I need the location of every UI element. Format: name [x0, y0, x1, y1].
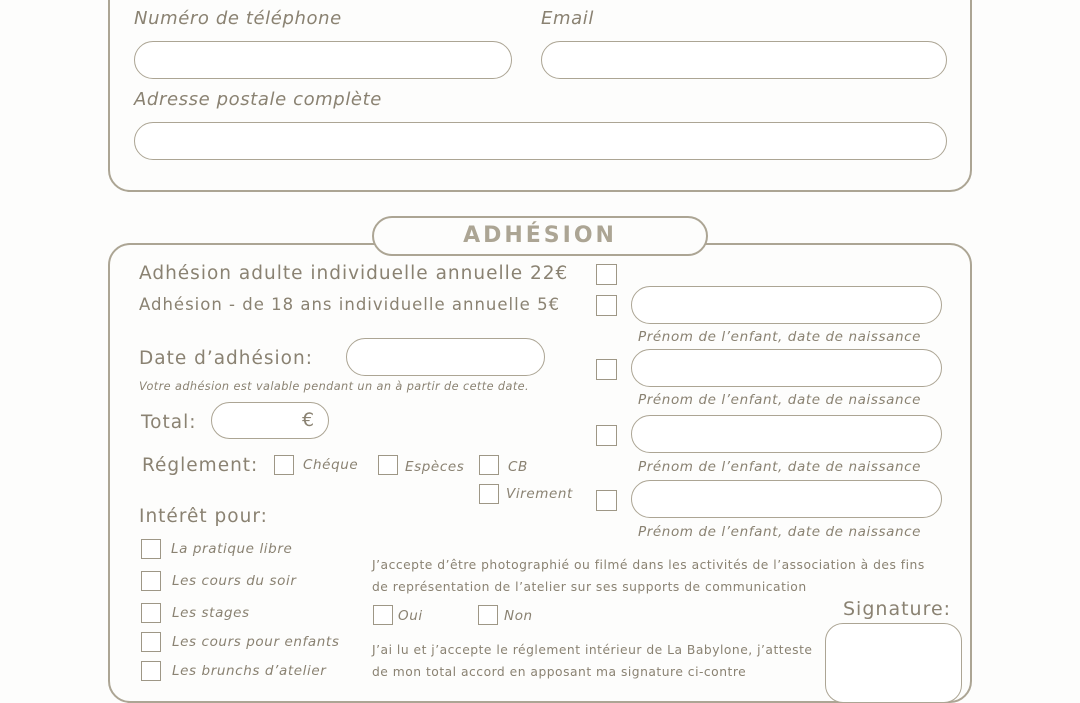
interest-brunchs-label: Les brunchs d’atelier: [172, 663, 327, 679]
consent-no-label: Non: [504, 608, 533, 624]
photo-consent-text-1: J’accepte d’être photographié ou filmé dans les activités de l’association à des fins: [372, 558, 925, 572]
photo-consent-text-2: de représentation de l’atelier sur ses supports de communication: [372, 580, 807, 594]
consent-no-checkbox[interactable]: [478, 605, 498, 625]
date-label: Date d’adhésion:: [139, 348, 313, 369]
date-note: Votre adhésion est valable pendant un an à partir de cette date.: [139, 380, 529, 393]
phone-field[interactable]: [134, 41, 512, 79]
payment-cb-label: CB: [508, 459, 528, 475]
consent-yes-label: Oui: [398, 608, 423, 624]
child-4-checkbox[interactable]: [596, 490, 617, 511]
interest-enfants-checkbox[interactable]: [141, 632, 161, 652]
payment-cb-checkbox[interactable]: [479, 455, 499, 475]
interest-pratique-checkbox[interactable]: [141, 539, 161, 559]
interest-enfants-label: Les cours pour enfants: [172, 634, 340, 650]
address-label: Adresse postale complète: [134, 89, 382, 110]
interest-pratique-label: La pratique libre: [171, 541, 293, 557]
interest-stages-label: Les stages: [172, 605, 250, 621]
child-1-caption: Prénom de l’enfant, date de naissance: [638, 329, 922, 345]
signature-field[interactable]: [825, 623, 962, 703]
email-field[interactable]: [541, 41, 947, 79]
interest-label: Intérêt pour:: [139, 506, 268, 527]
interest-cours-soir-label: Les cours du soir: [172, 573, 297, 589]
interest-brunchs-checkbox[interactable]: [141, 661, 161, 681]
child-4-field[interactable]: [631, 480, 942, 518]
address-field[interactable]: [134, 122, 947, 160]
child-2-field[interactable]: [631, 349, 942, 387]
adhesion-title: ADHÉSION: [372, 216, 708, 256]
total-label: Total:: [141, 412, 197, 433]
payment-cheque-label: Chéque: [303, 457, 359, 473]
payment-virement-checkbox[interactable]: [479, 484, 499, 504]
adult-membership-label: Adhésion adulte individuelle annuelle 22€: [139, 263, 569, 284]
reglement-label: Réglement:: [142, 455, 259, 476]
payment-cheque-checkbox[interactable]: [274, 455, 294, 475]
payment-especes-label: Espèces: [405, 459, 465, 475]
minor-membership-label: Adhésion - de 18 ans individuelle annuelle 5€: [139, 295, 561, 314]
rules-text-1: J’ai lu et j’accepte le réglement intérieur de La Babylone, j’atteste: [372, 643, 813, 657]
interest-cours-soir-checkbox[interactable]: [141, 571, 161, 591]
payment-especes-checkbox[interactable]: [378, 455, 398, 475]
email-label: Email: [541, 8, 594, 29]
child-3-caption: Prénom de l’enfant, date de naissance: [638, 459, 922, 475]
child-4-caption: Prénom de l’enfant, date de naissance: [638, 524, 922, 540]
payment-virement-label: Virement: [506, 486, 573, 502]
phone-label: Numéro de téléphone: [134, 8, 342, 29]
total-currency: €: [302, 409, 315, 431]
interest-stages-checkbox[interactable]: [141, 603, 161, 623]
child-3-checkbox[interactable]: [596, 425, 617, 446]
child-2-caption: Prénom de l’enfant, date de naissance: [638, 392, 922, 408]
child-3-field[interactable]: [631, 415, 942, 453]
consent-yes-checkbox[interactable]: [373, 605, 393, 625]
child-2-checkbox[interactable]: [596, 359, 617, 380]
date-field[interactable]: [346, 338, 545, 376]
child-1-field[interactable]: [631, 286, 942, 324]
signature-label: Signature:: [843, 598, 952, 620]
rules-text-2: de mon total accord en apposant ma signature ci-contre: [372, 665, 747, 679]
adult-membership-checkbox[interactable]: [596, 264, 617, 285]
